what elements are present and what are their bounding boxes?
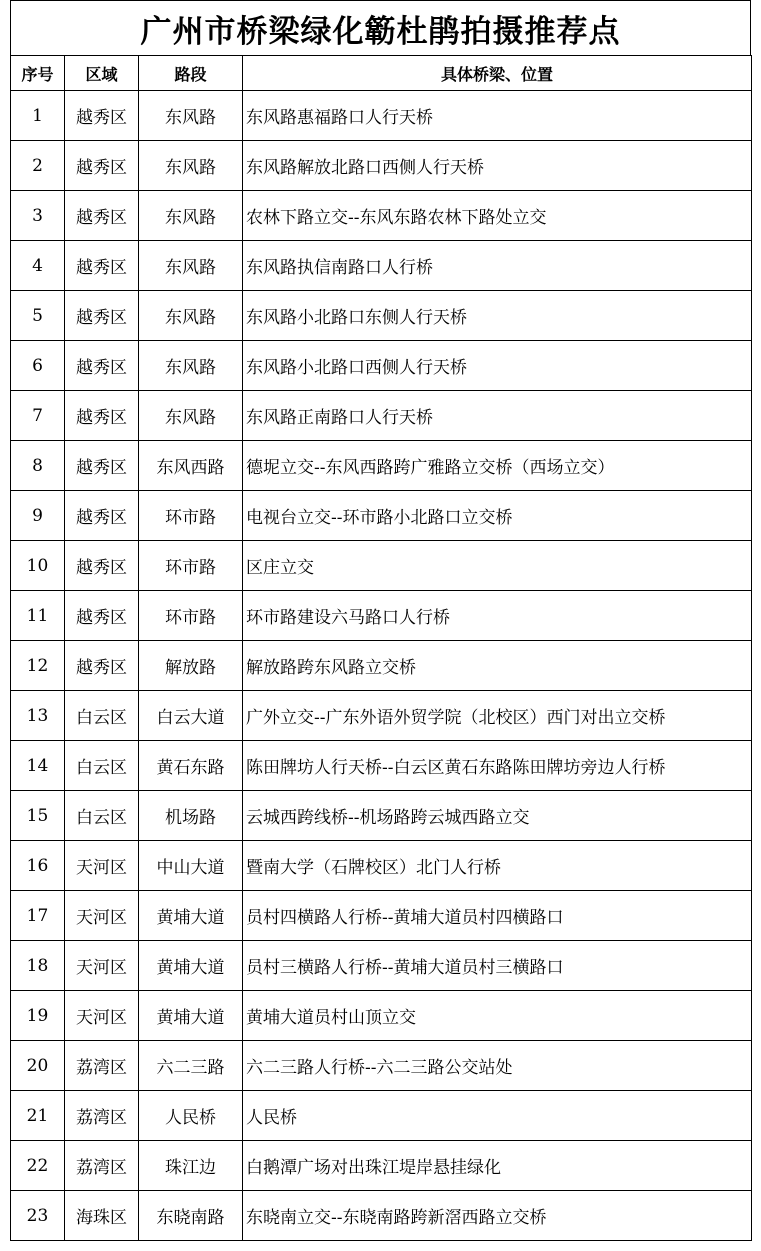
cell-area: 荔湾区: [65, 1091, 139, 1141]
cell-area: 白云区: [65, 741, 139, 791]
cell-number: 7: [11, 391, 65, 441]
header-row: [11, 56, 752, 91]
cell-location: 黄埔大道员村山顶立交: [243, 991, 752, 1041]
cell-road: 黄埔大道: [139, 991, 243, 1041]
cell-location: 东风路执信南路口人行桥: [243, 241, 752, 291]
cell-road: 中山大道: [139, 841, 243, 891]
cell-location: 东风路小北路口东侧人行天桥: [243, 291, 752, 341]
cell-road: 东风路: [139, 391, 243, 441]
cell-location: 东风路正南路口人行天桥: [243, 391, 752, 441]
cell-location: 东晓南立交--东晓南路跨新滘西路立交桥: [243, 1191, 752, 1241]
cell-number: 6: [11, 341, 65, 391]
cell-road: 东风路: [139, 241, 243, 291]
cell-location: 六二三路人行桥--六二三路公交站处: [243, 1041, 752, 1091]
table-row: [11, 1091, 752, 1141]
cell-area: 天河区: [65, 991, 139, 1041]
cell-road: 环市路: [139, 541, 243, 591]
cell-area: 越秀区: [65, 91, 139, 141]
table-row: [11, 1141, 752, 1191]
cell-road: 东风路: [139, 341, 243, 391]
cell-area: 越秀区: [65, 541, 139, 591]
cell-location: 农林下路立交--东风东路农林下路处立交: [243, 191, 752, 241]
table-row: [11, 391, 752, 441]
cell-number: 23: [11, 1191, 65, 1241]
table-row: [11, 841, 752, 891]
cell-road: 环市路: [139, 591, 243, 641]
cell-road: 黄埔大道: [139, 941, 243, 991]
cell-road: 东风路: [139, 91, 243, 141]
cell-number: 21: [11, 1091, 65, 1141]
cell-area: 海珠区: [65, 1191, 139, 1241]
table-row: [11, 941, 752, 991]
cell-road: 东风路: [139, 191, 243, 241]
cell-area: 荔湾区: [65, 1141, 139, 1191]
cell-area: 白云区: [65, 791, 139, 841]
cell-number: 11: [11, 591, 65, 641]
cell-location: 员村三横路人行桥--黄埔大道员村三横路口: [243, 941, 752, 991]
table-row: [11, 591, 752, 641]
table-row: [11, 991, 752, 1041]
table-row: [11, 141, 752, 191]
cell-location: 员村四横路人行桥--黄埔大道员村四横路口: [243, 891, 752, 941]
cell-number: 2: [11, 141, 65, 191]
cell-number: 9: [11, 491, 65, 541]
cell-area: 越秀区: [65, 391, 139, 441]
cell-area: 越秀区: [65, 491, 139, 541]
cell-number: 12: [11, 641, 65, 691]
cell-area: 荔湾区: [65, 1041, 139, 1091]
cell-area: 越秀区: [65, 641, 139, 691]
cell-number: 19: [11, 991, 65, 1041]
cell-area: 越秀区: [65, 141, 139, 191]
cell-number: 15: [11, 791, 65, 841]
table-row: [11, 191, 752, 241]
cell-road: 六二三路: [139, 1041, 243, 1091]
cell-area: 越秀区: [65, 441, 139, 491]
cell-number: 10: [11, 541, 65, 591]
cell-road: 东风路: [139, 141, 243, 191]
sheet-title: 广州市桥梁绿化簕杜鹃拍摄推荐点: [10, 0, 751, 55]
cell-number: 18: [11, 941, 65, 991]
header-area: 区域: [65, 56, 139, 91]
cell-number: 14: [11, 741, 65, 791]
cell-area: 越秀区: [65, 191, 139, 241]
table-body: [11, 91, 752, 1241]
cell-location: 陈田牌坊人行天桥--白云区黄石东路陈田牌坊旁边人行桥: [243, 741, 752, 791]
cell-location: 云城西跨线桥--机场路跨云城西路立交: [243, 791, 752, 841]
table-row: [11, 341, 752, 391]
table-row: [11, 691, 752, 741]
header-location: 具体桥梁、位置: [243, 56, 752, 91]
cell-road: 人民桥: [139, 1091, 243, 1141]
cell-number: 20: [11, 1041, 65, 1091]
cell-number: 16: [11, 841, 65, 891]
cell-location: 广外立交--广东外语外贸学院（北校区）西门对出立交桥: [243, 691, 752, 741]
cell-area: 越秀区: [65, 341, 139, 391]
bridge-table: [10, 55, 752, 1241]
cell-road: 黄埔大道: [139, 891, 243, 941]
cell-location: 东风路小北路口西侧人行天桥: [243, 341, 752, 391]
cell-number: 4: [11, 241, 65, 291]
table-row: [11, 1041, 752, 1091]
table-row: [11, 891, 752, 941]
table-row: [11, 91, 752, 141]
cell-road: 黄石东路: [139, 741, 243, 791]
cell-location: 东风路惠福路口人行天桥: [243, 91, 752, 141]
cell-area: 天河区: [65, 841, 139, 891]
cell-road: 东晓南路: [139, 1191, 243, 1241]
cell-number: 5: [11, 291, 65, 341]
cell-area: 越秀区: [65, 241, 139, 291]
table-row: [11, 1191, 752, 1241]
cell-number: 22: [11, 1141, 65, 1191]
cell-road: 机场路: [139, 791, 243, 841]
cell-area: 白云区: [65, 691, 139, 741]
cell-location: 东风路解放北路口西侧人行天桥: [243, 141, 752, 191]
table-row: [11, 241, 752, 291]
cell-area: 天河区: [65, 891, 139, 941]
table-row: [11, 741, 752, 791]
cell-number: 17: [11, 891, 65, 941]
cell-location: 暨南大学（石牌校区）北门人行桥: [243, 841, 752, 891]
cell-area: 越秀区: [65, 591, 139, 641]
header-num: 序号: [11, 56, 65, 91]
cell-location: 区庄立交: [243, 541, 752, 591]
table-row: [11, 291, 752, 341]
cell-area: 越秀区: [65, 291, 139, 341]
cell-area: 天河区: [65, 941, 139, 991]
cell-road: 白云大道: [139, 691, 243, 741]
table-row: [11, 441, 752, 491]
table-row: [11, 491, 752, 541]
table-row: [11, 541, 752, 591]
table-row: [11, 641, 752, 691]
cell-road: 解放路: [139, 641, 243, 691]
cell-number: 3: [11, 191, 65, 241]
cell-road: 东风西路: [139, 441, 243, 491]
cell-location: 白鹅潭广场对出珠江堤岸悬挂绿化: [243, 1141, 752, 1191]
cell-location: 人民桥: [243, 1091, 752, 1141]
cell-location: 德坭立交--东风西路跨广雅路立交桥（西场立交）: [243, 441, 752, 491]
cell-number: 13: [11, 691, 65, 741]
cell-road: 珠江边: [139, 1141, 243, 1191]
header-road: 路段: [139, 56, 243, 91]
table-row: [11, 791, 752, 841]
cell-number: 8: [11, 441, 65, 491]
cell-road: 环市路: [139, 491, 243, 541]
cell-road: 东风路: [139, 291, 243, 341]
cell-location: 电视台立交--环市路小北路口立交桥: [243, 491, 752, 541]
cell-location: 环市路建设六马路口人行桥: [243, 591, 752, 641]
cell-number: 1: [11, 91, 65, 141]
cell-location: 解放路跨东风路立交桥: [243, 641, 752, 691]
